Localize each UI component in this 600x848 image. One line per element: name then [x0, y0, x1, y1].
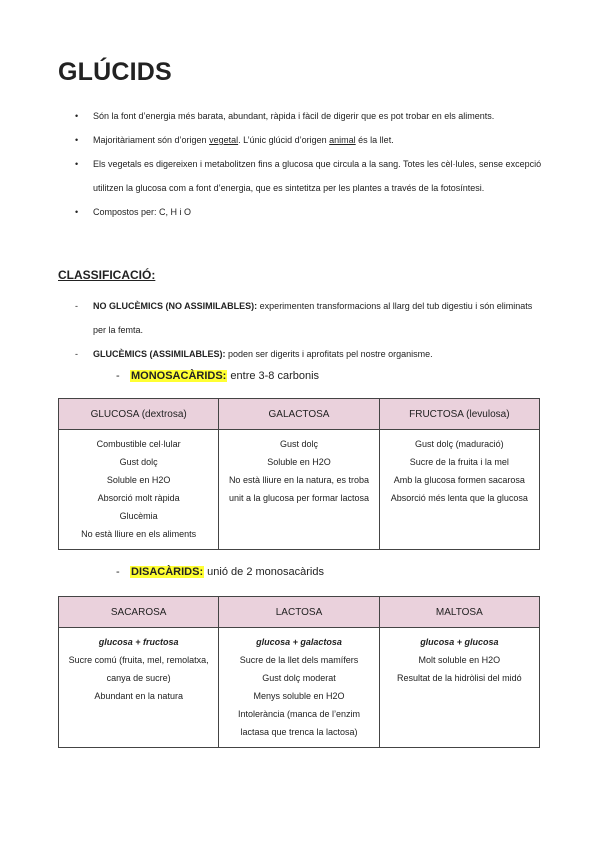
- cell-glucosa: [59, 430, 219, 550]
- intro-bullet-4: • Compostos per: C, H i O: [75, 200, 545, 224]
- classification-heading: CLASSIFICACIÓ:: [58, 268, 156, 282]
- cell-lactosa: [219, 628, 379, 748]
- header-lactosa: LACTOSA: [219, 597, 379, 628]
- cell-line: No està lliure en la natura, es troba unit a la glucosa per formar lactosa: [228, 475, 370, 503]
- cell-line: Gust dolç (maduració): [415, 439, 504, 449]
- intro-bullet-list: [75, 104, 545, 224]
- table-header-row: [59, 399, 540, 430]
- cell-fructosa: [379, 430, 539, 550]
- cell-line: Sucre de la fruita i la mel: [409, 457, 509, 467]
- cell-line: Combustible cel·lular: [96, 439, 181, 449]
- table-row: [59, 628, 540, 748]
- header-sacarosa: SACAROSA: [59, 597, 219, 628]
- cell-line: Soluble en H2O: [106, 475, 171, 485]
- cell-line: Abundant en la natura: [94, 691, 183, 701]
- intro-bullet-1: • Són la font d’energia més barata, abundant, ràpida i fàcil de digerir que es pot trobar en els aliments.: [75, 104, 545, 128]
- intro-bullet-3: • Els vegetals es digereixen i metabolitzen fins a glucosa que circula a la sang. Totes les cèl·lules, sense excepció utilitzen la glucosa com a font d’energia, que es sintetitza per les plantes a través de la fotosíntesi.: [75, 152, 545, 200]
- glucemics-text: poden ser digerits i aprofitats pel nostre organisme.: [225, 349, 433, 359]
- cell-line: Gust dolç: [119, 457, 158, 467]
- header-glucosa: GLUCOSA (dextrosa): [59, 399, 219, 430]
- mono-dash: -: [116, 370, 120, 382]
- cell-maltosa: [379, 628, 539, 748]
- intro-bullet-2: [75, 128, 545, 152]
- no-glucemics-text: experimenten transformacions al llarg del tub digestiu i són eliminats per la femta.: [93, 301, 533, 335]
- bullet-2-post: és la llet.: [355, 135, 394, 145]
- cell-line: Intolerància (manca de l’enzim lactasa que trenca la lactosa): [237, 709, 361, 737]
- cell-line: Sucre de la llet dels mamífers: [239, 655, 359, 665]
- bullet-2-mid: . L’únic glúcid d’origen: [238, 135, 330, 145]
- cell-line: Glucèmia: [119, 511, 158, 521]
- cell-line: Absorció molt ràpida: [97, 493, 180, 503]
- cell-line: Sucre comú (fruita, mel, remolatxa, canya de sucre): [68, 655, 209, 683]
- monosaccharides-table: [58, 398, 540, 550]
- cell-line: Absorció més lenta que la glucosa: [390, 493, 528, 503]
- cell-sacarosa: [59, 628, 219, 748]
- table-header-row: [59, 597, 540, 628]
- glucemics-label: GLUCÈMICS (ASSIMILABLES):: [93, 349, 226, 359]
- cell-line: No està lliure en els aliments: [81, 529, 197, 539]
- monosaccharides-heading: [116, 370, 319, 382]
- header-fructosa: FRUCTOSA (levulosa): [379, 399, 539, 430]
- no-glucemics-label: NO GLUCÈMICS (NO ASSIMILABLES):: [93, 301, 258, 311]
- header-maltosa: MALTOSA: [379, 597, 539, 628]
- classification-item-glucemics: [75, 342, 545, 366]
- cell-line: Gust dolç moderat: [262, 673, 336, 683]
- animal-underlined: animal: [329, 135, 356, 145]
- classification-list: [75, 294, 545, 366]
- disaccharides-highlight: DISACÀRIDS:: [131, 566, 204, 578]
- formula-maltosa: glucosa + glucosa: [420, 637, 499, 647]
- bullet-2-pre: Majoritàriament són d’origen: [93, 135, 210, 145]
- page-title: GLÚCIDS: [58, 58, 172, 86]
- formula-lactosa: glucosa + galactosa: [256, 637, 342, 647]
- di-dash: -: [116, 566, 120, 578]
- cell-line: Gust dolç: [279, 439, 318, 449]
- cell-line: Menys soluble en H2O: [253, 691, 345, 701]
- cell-galactosa: [219, 430, 379, 550]
- classification-item-no-glucemics: [75, 294, 545, 342]
- header-galactosa: GALACTOSA: [219, 399, 379, 430]
- cell-line: Molt soluble en H2O: [418, 655, 501, 665]
- cell-line: Resultat de la hidròlisi del midó: [397, 673, 522, 683]
- vegetal-underlined: vegetal: [209, 135, 239, 145]
- monosaccharides-desc: entre 3-8 carbonis: [227, 370, 320, 382]
- disaccharides-heading: [116, 566, 324, 578]
- disaccharides-desc: unió de 2 monosacàrids: [204, 566, 324, 578]
- monosaccharides-highlight: MONOSACÀRIDS:: [131, 370, 227, 382]
- cell-line: Amb la glucosa formen sacarosa: [393, 475, 525, 485]
- disaccharides-table: [58, 596, 540, 748]
- formula-sacarosa: glucosa + fructosa: [98, 637, 179, 647]
- table-row: [59, 430, 540, 550]
- cell-line: Soluble en H2O: [267, 457, 331, 467]
